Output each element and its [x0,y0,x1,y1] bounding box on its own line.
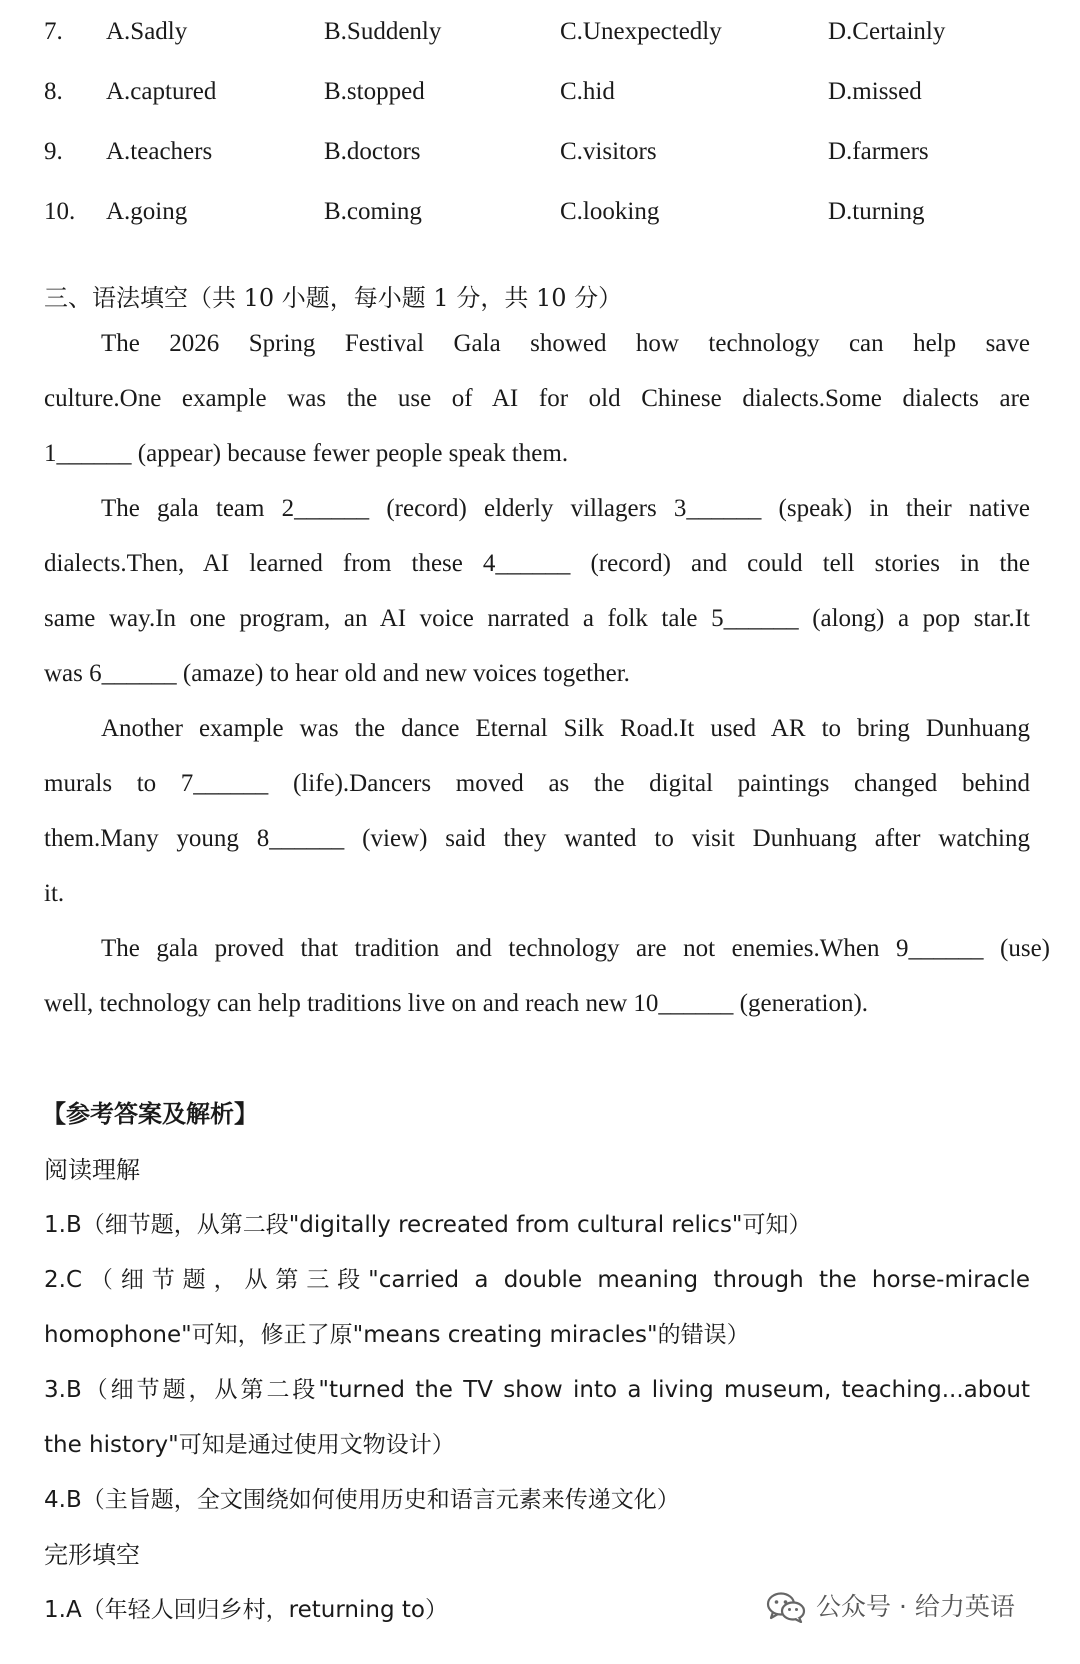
choice-row [0,192,1080,232]
passage-line: same way.In one program, an AI voice narrated a folk tale 5______ (along) a pop star.It [44,605,1030,632]
passage-line: The gala team 2______ (record) elderly villagers 3______ (speak) in their native [101,495,1030,522]
option-d: D.farmers [828,138,929,165]
question-number: 8. [44,78,63,105]
option-a: A.Sadly [106,18,188,45]
option-c: C.looking [560,198,660,225]
passage-line: murals to 7______ (life).Dancers moved as the digital paintings changed behind [44,770,1030,797]
passage-line: 1______ (appear) because fewer people speak them. [44,440,569,467]
answer-line: 4.B（主旨题，全文围绕如何使用历史和语言元素来传递文化） [44,1487,680,1513]
question-number: 9. [44,138,63,165]
option-a: A.captured [106,78,217,105]
choice-row [0,72,1080,112]
choice-row [0,132,1080,172]
option-b: B.stopped [324,78,425,105]
answer-line: 2.C（细节题，从第三段"carried a double meaning through the horse-miracle [44,1267,1030,1293]
answer-line: 1.A（年轻人回归乡村，returning to） [44,1597,448,1623]
passage-line: culture.One example was the use of AI for old Chinese dialects.Some dialects are [44,385,1030,412]
option-a: A.going [106,198,188,225]
passage-line: The 2026 Spring Festival Gala showed how technology can help save [101,330,1030,357]
passage-line: The gala proved that tradition and technology are not enemies.When 9______ (use) [101,935,1050,962]
wechat-icon [766,1591,806,1623]
question-number: 10. [44,198,76,225]
passage-line: well, technology can help traditions live on and reach new 10______ (generation). [44,990,869,1017]
option-c: C.hid [560,78,615,105]
option-d: D.turning [828,198,925,225]
question-number: 7. [44,18,63,45]
passage-line: it. [44,880,65,907]
watermark-text: 公众号 · 给力英语 [816,1592,1015,1621]
answer-line: homophone"可知，修正了原"means creating miracles"的错误） [44,1322,750,1348]
answer-line: 1.B（细节题，从第二段"digitally recreated from cultural relics"可知） [44,1212,812,1238]
reading-title: 阅读理解 [44,1156,140,1184]
answer-line: 3.B（细节题，从第二段"turned the TV show into a living museum, teaching...about [44,1377,1030,1403]
option-c: C.Unexpectedly [560,18,722,45]
cloze-title: 完形填空 [44,1541,140,1569]
passage-line: was 6______ (amaze) to hear old and new voices together. [44,660,630,687]
passage-line: Another example was the dance Eternal Silk Road.It used AR to bring Dunhuang [101,715,1030,742]
option-d: D.missed [828,78,922,105]
passage-line: dialects.Then, AI learned from these 4______ (record) and could tell stories in the [44,550,1030,577]
option-b: B.coming [324,198,422,225]
answers-heading: 【参考答案及解析】 [42,1099,258,1128]
section-heading: 三、语法填空（共 10 小题，每小题 1 分，共 10 分） [44,284,623,312]
watermark [766,1585,1015,1629]
passage-line: them.Many young 8______ (view) said they wanted to visit Dunhuang after watching [44,825,1030,852]
answer-line: the history"可知是通过使用文物设计） [44,1432,455,1458]
option-d: D.Certainly [828,18,946,45]
option-a: A.teachers [106,138,213,165]
option-b: B.Suddenly [324,18,442,45]
option-b: B.doctors [324,138,421,165]
option-c: C.visitors [560,138,657,165]
choice-row [0,12,1080,52]
